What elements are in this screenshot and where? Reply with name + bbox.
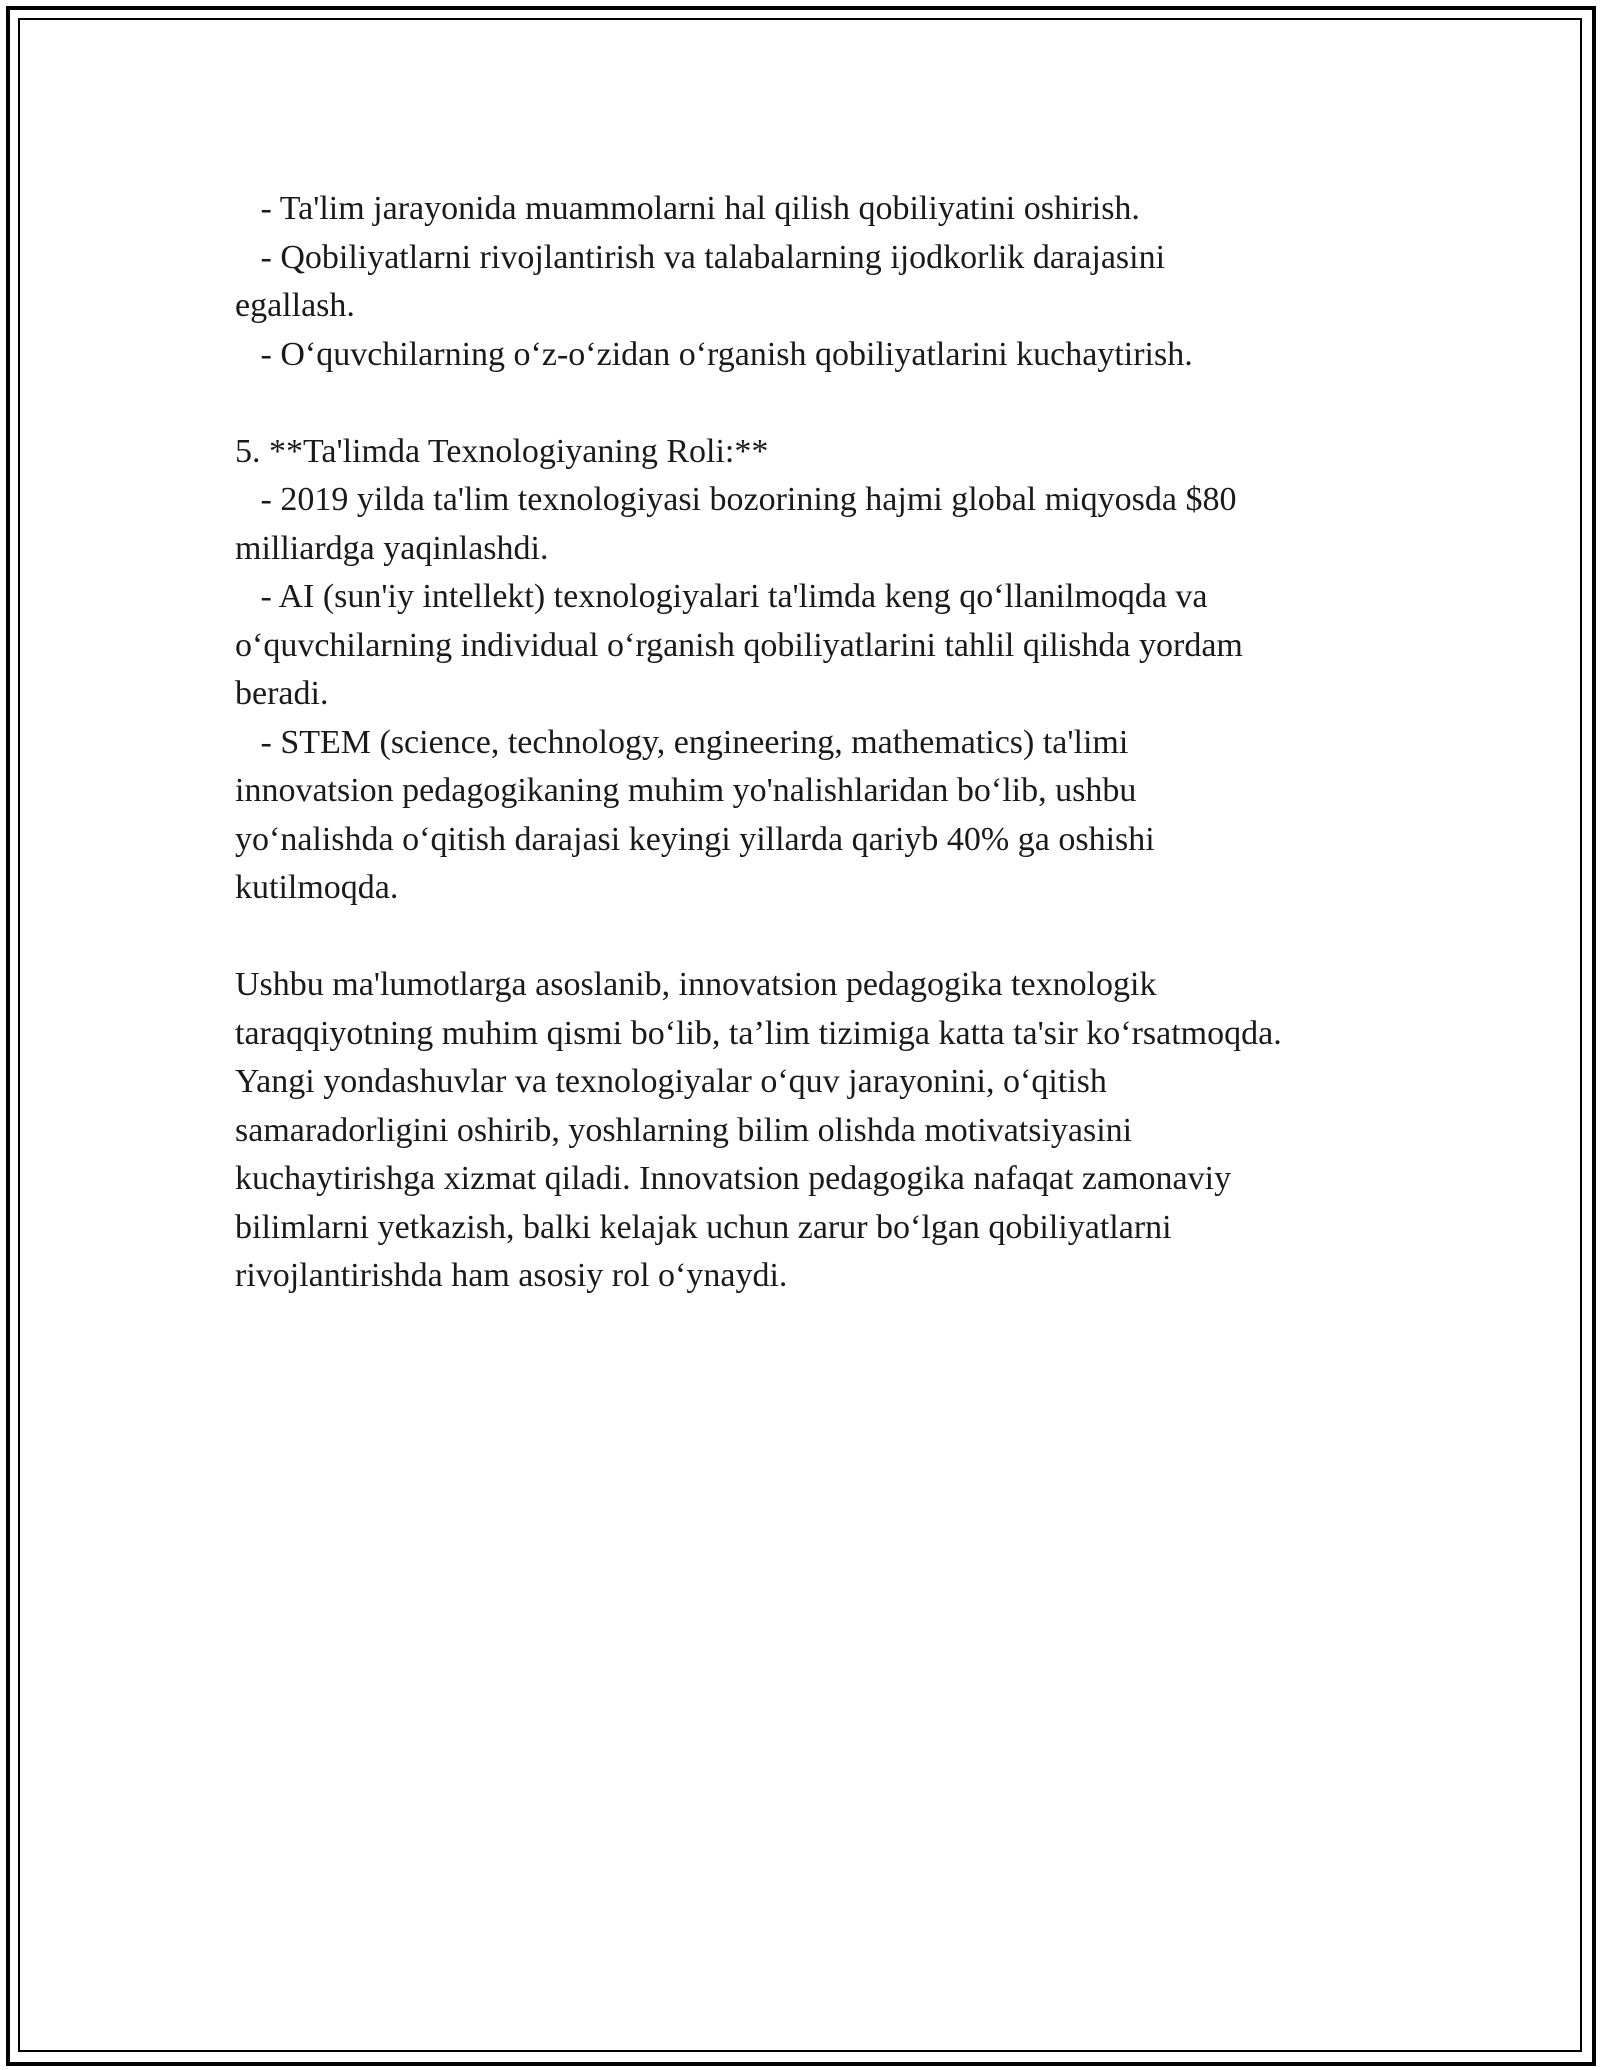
bullet-line: - Oʻquvchilarning oʻz-oʻzidan oʻrganish qobiliyatlarini kuchaytirish. xyxy=(235,335,1193,373)
bullet-line: - Ta'lim jarayonida muammolarni hal qilish qobiliyatini oshirish. xyxy=(235,190,1140,227)
bullet-line: - 2019 yilda ta'lim texnologiyasi bozorining hajmi global miqyosda $80 xyxy=(235,481,1237,518)
text-line: oʻquvchilarning individual oʻrganish qobiliyatlarini tahlil qilishda yordam xyxy=(235,626,1243,664)
text-line: beradi. xyxy=(235,675,329,712)
section-heading: 5. **Ta'limda Texnologiyaning Roli:** xyxy=(235,432,769,470)
paragraph-gap xyxy=(235,913,1385,962)
conclusion-line: kuchaytirishga xizmat qiladi. Innovatsion pedagogika nafaqat zamonaviy xyxy=(235,1160,1232,1197)
text-line: milliardga yaqinlashdi. xyxy=(235,529,549,567)
text-line: egallash. xyxy=(235,287,355,324)
conclusion-line: samaradorligini oshirib, yoshlarning bilim olishda motivatsiyasini xyxy=(235,1111,1133,1149)
conclusion-line: rivojlantirishda ham asosiy rol oʻynaydi. xyxy=(235,1257,788,1294)
conclusion-line: Ushbu ma'lumotlarga asoslanib, innovatsion pedagogika texnologik xyxy=(235,966,1157,1003)
conclusion-line: Yangi yondashuvlar va texnologiyalar oʻquv jarayonini, oʻqitish xyxy=(235,1063,1107,1100)
bullet-line: - STEM (science, technology, engineering, mathematics) ta'limi xyxy=(235,723,1129,761)
paragraph-gap xyxy=(235,379,1385,428)
document-body xyxy=(235,185,1385,1301)
text-line: yoʻnalishda oʻqitish darajasi keyingi yillarda qariyb 40% ga oshishi xyxy=(235,820,1155,858)
conclusion-line: taraqqiyotning muhim qismi boʻlib, ta’lim tizimiga katta ta'sir koʻrsatmoqda. xyxy=(235,1014,1282,1052)
bullet-line: - Qobiliyatlarni rivojlantirish va talabalarning ijodkorlik darajasini xyxy=(235,238,1166,276)
bullet-line: - AI (sun'iy intellekt) texnologiyalari ta'limda keng qoʻllanilmoqda va xyxy=(235,578,1208,615)
conclusion-line: bilimlarni yetkazish, balki kelajak uchun zarur boʻlgan qobiliyatlarni xyxy=(235,1208,1172,1246)
text-line: kutilmoqda. xyxy=(235,869,399,906)
text-line: innovatsion pedagogikaning muhim yo'nalishlaridan boʻlib, ushbu xyxy=(235,772,1137,809)
